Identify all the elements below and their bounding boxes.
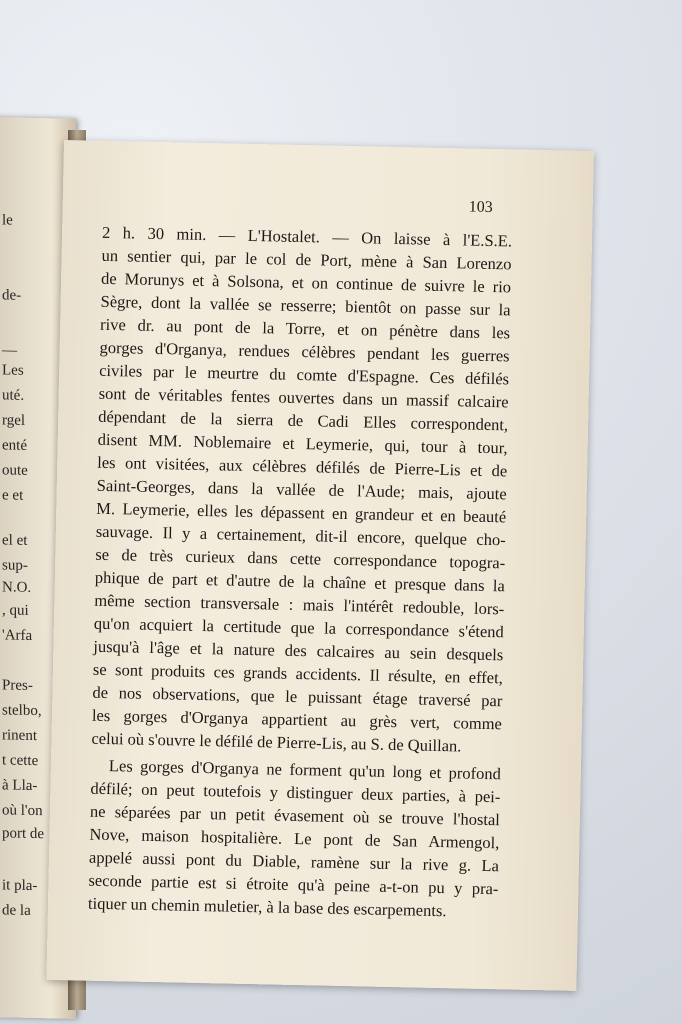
page-text xyxy=(88,221,512,923)
text-line: les gorges d'Organya appartient au grès vert, comme xyxy=(91,705,503,734)
text-line: M. Leymerie, elles les dépassent en grandeur et en beauté xyxy=(96,498,507,527)
left-page-fragment: el et xyxy=(2,532,28,549)
left-page-fragment: sup- xyxy=(2,557,28,574)
left-page-fragment: enté xyxy=(2,437,27,454)
text-line: disent MM. Noblemaire et Leymerie, qui, tour à tour, xyxy=(97,429,508,458)
text-line: se de très curieux dans cette correspondance topogra- xyxy=(95,544,506,573)
left-page-fragment: uté. xyxy=(2,387,25,404)
left-page-fragment: le xyxy=(2,212,13,229)
left-page-fragment: it pla- xyxy=(2,877,38,895)
text-line: 2 h. 30 min. — L'Hostalet. — On laisse à l'E.S.E. xyxy=(101,222,513,251)
left-page-fragment: port de xyxy=(2,825,45,843)
text-line: Sègre, dont la vallée se resserre; bientôt on passe sur la xyxy=(100,291,511,320)
left-page-fragment: de la xyxy=(2,902,31,919)
left-page-fragment: rinent xyxy=(2,727,37,745)
text-line: Saint-Georges, dans la vallée de l'Aude; mais, ajoute xyxy=(96,475,507,504)
text-line: un sentier qui, par le col de Port, mène à San Lorenzo xyxy=(101,245,512,274)
text-line: Les gorges d'Organya ne forment qu'un long et profond xyxy=(108,756,502,784)
left-page-fragment: 'Arfa xyxy=(2,627,33,644)
text-line: jusqu'à l'âge et la nature des calcaires au sein desquels xyxy=(93,636,504,665)
left-page-fragment: oute xyxy=(2,462,28,479)
text-line: celui où s'ouvre le défilé de Pierre-Lis, au S. de Quillan. xyxy=(91,728,462,756)
text-line: les ont visitées, aux célèbres défilés de Pierre-Lis et de xyxy=(97,452,508,481)
text-line: tiquer un chemin muletier, à la base des escarpements. xyxy=(87,893,447,921)
left-page-fragment: rgel xyxy=(2,412,26,429)
text-line: civiles par le meurtre du comte d'Espagne. Ces défilés xyxy=(98,360,510,389)
left-page-fragment: Pres- xyxy=(2,677,33,694)
text-line: Nove, maison hospitalière. Le pont de San Armengol, xyxy=(89,824,500,853)
text-line: seconde partie est si étroite qu'à peine a-t-on pu y pra- xyxy=(88,870,499,899)
text-line: gorges d'Organya, rendues célèbres pendant les guerres xyxy=(99,337,510,366)
text-line: de nos observations, que le puissant étage traversé par xyxy=(92,682,503,711)
left-page-fragment: t cette xyxy=(2,752,39,770)
left-page-fragment: de- xyxy=(2,287,22,304)
left-page-fragment: où l'on xyxy=(2,802,43,820)
left-page-fragment: Les xyxy=(2,362,24,379)
text-line: dépendant de la sierra de Cadi Elles correspondent, xyxy=(98,406,509,435)
book-page xyxy=(46,140,593,991)
left-page-fragment: e et xyxy=(2,487,24,504)
text-line: même section transversale : mais l'intérêt redouble, lors- xyxy=(94,590,505,619)
text-line: de Morunys et à Solsona, et on continue de suivre le rio xyxy=(100,268,512,297)
text-line: ne séparées par un petit évasement où se trouve l'hostal xyxy=(89,801,501,830)
text-line: défilé; on peut toutefois y distinguer deux parties, à pei- xyxy=(90,778,501,807)
left-page-fragment: — xyxy=(2,342,17,359)
text-line: phique de part et d'autre de la chaîne et presque dans la xyxy=(94,567,505,596)
left-page-fragment: à Lla- xyxy=(2,777,38,795)
text-line: appelé aussi pont du Diable, ramène sur la rive g. La xyxy=(88,847,500,876)
text-line: rive dr. au pont de la Torre, et on pénètre dans les xyxy=(99,314,511,343)
text-line: sont de véritables fentes ouvertes dans un massif calcaire xyxy=(98,383,509,412)
text-line: qu'on acquiert la certitude que la correspondance s'étend xyxy=(93,613,504,642)
text-line: se sont produits ces grands accidents. Il résulte, en effet, xyxy=(92,659,504,688)
left-page-fragment: N.O. xyxy=(2,579,32,596)
page-number: 103 xyxy=(468,198,493,216)
left-page-fragment: , qui xyxy=(2,602,29,619)
text-line: sauvage. Il y a certainement, dit-il encore, quelque cho- xyxy=(95,521,506,550)
left-page-fragment: stelbo, xyxy=(2,702,42,720)
